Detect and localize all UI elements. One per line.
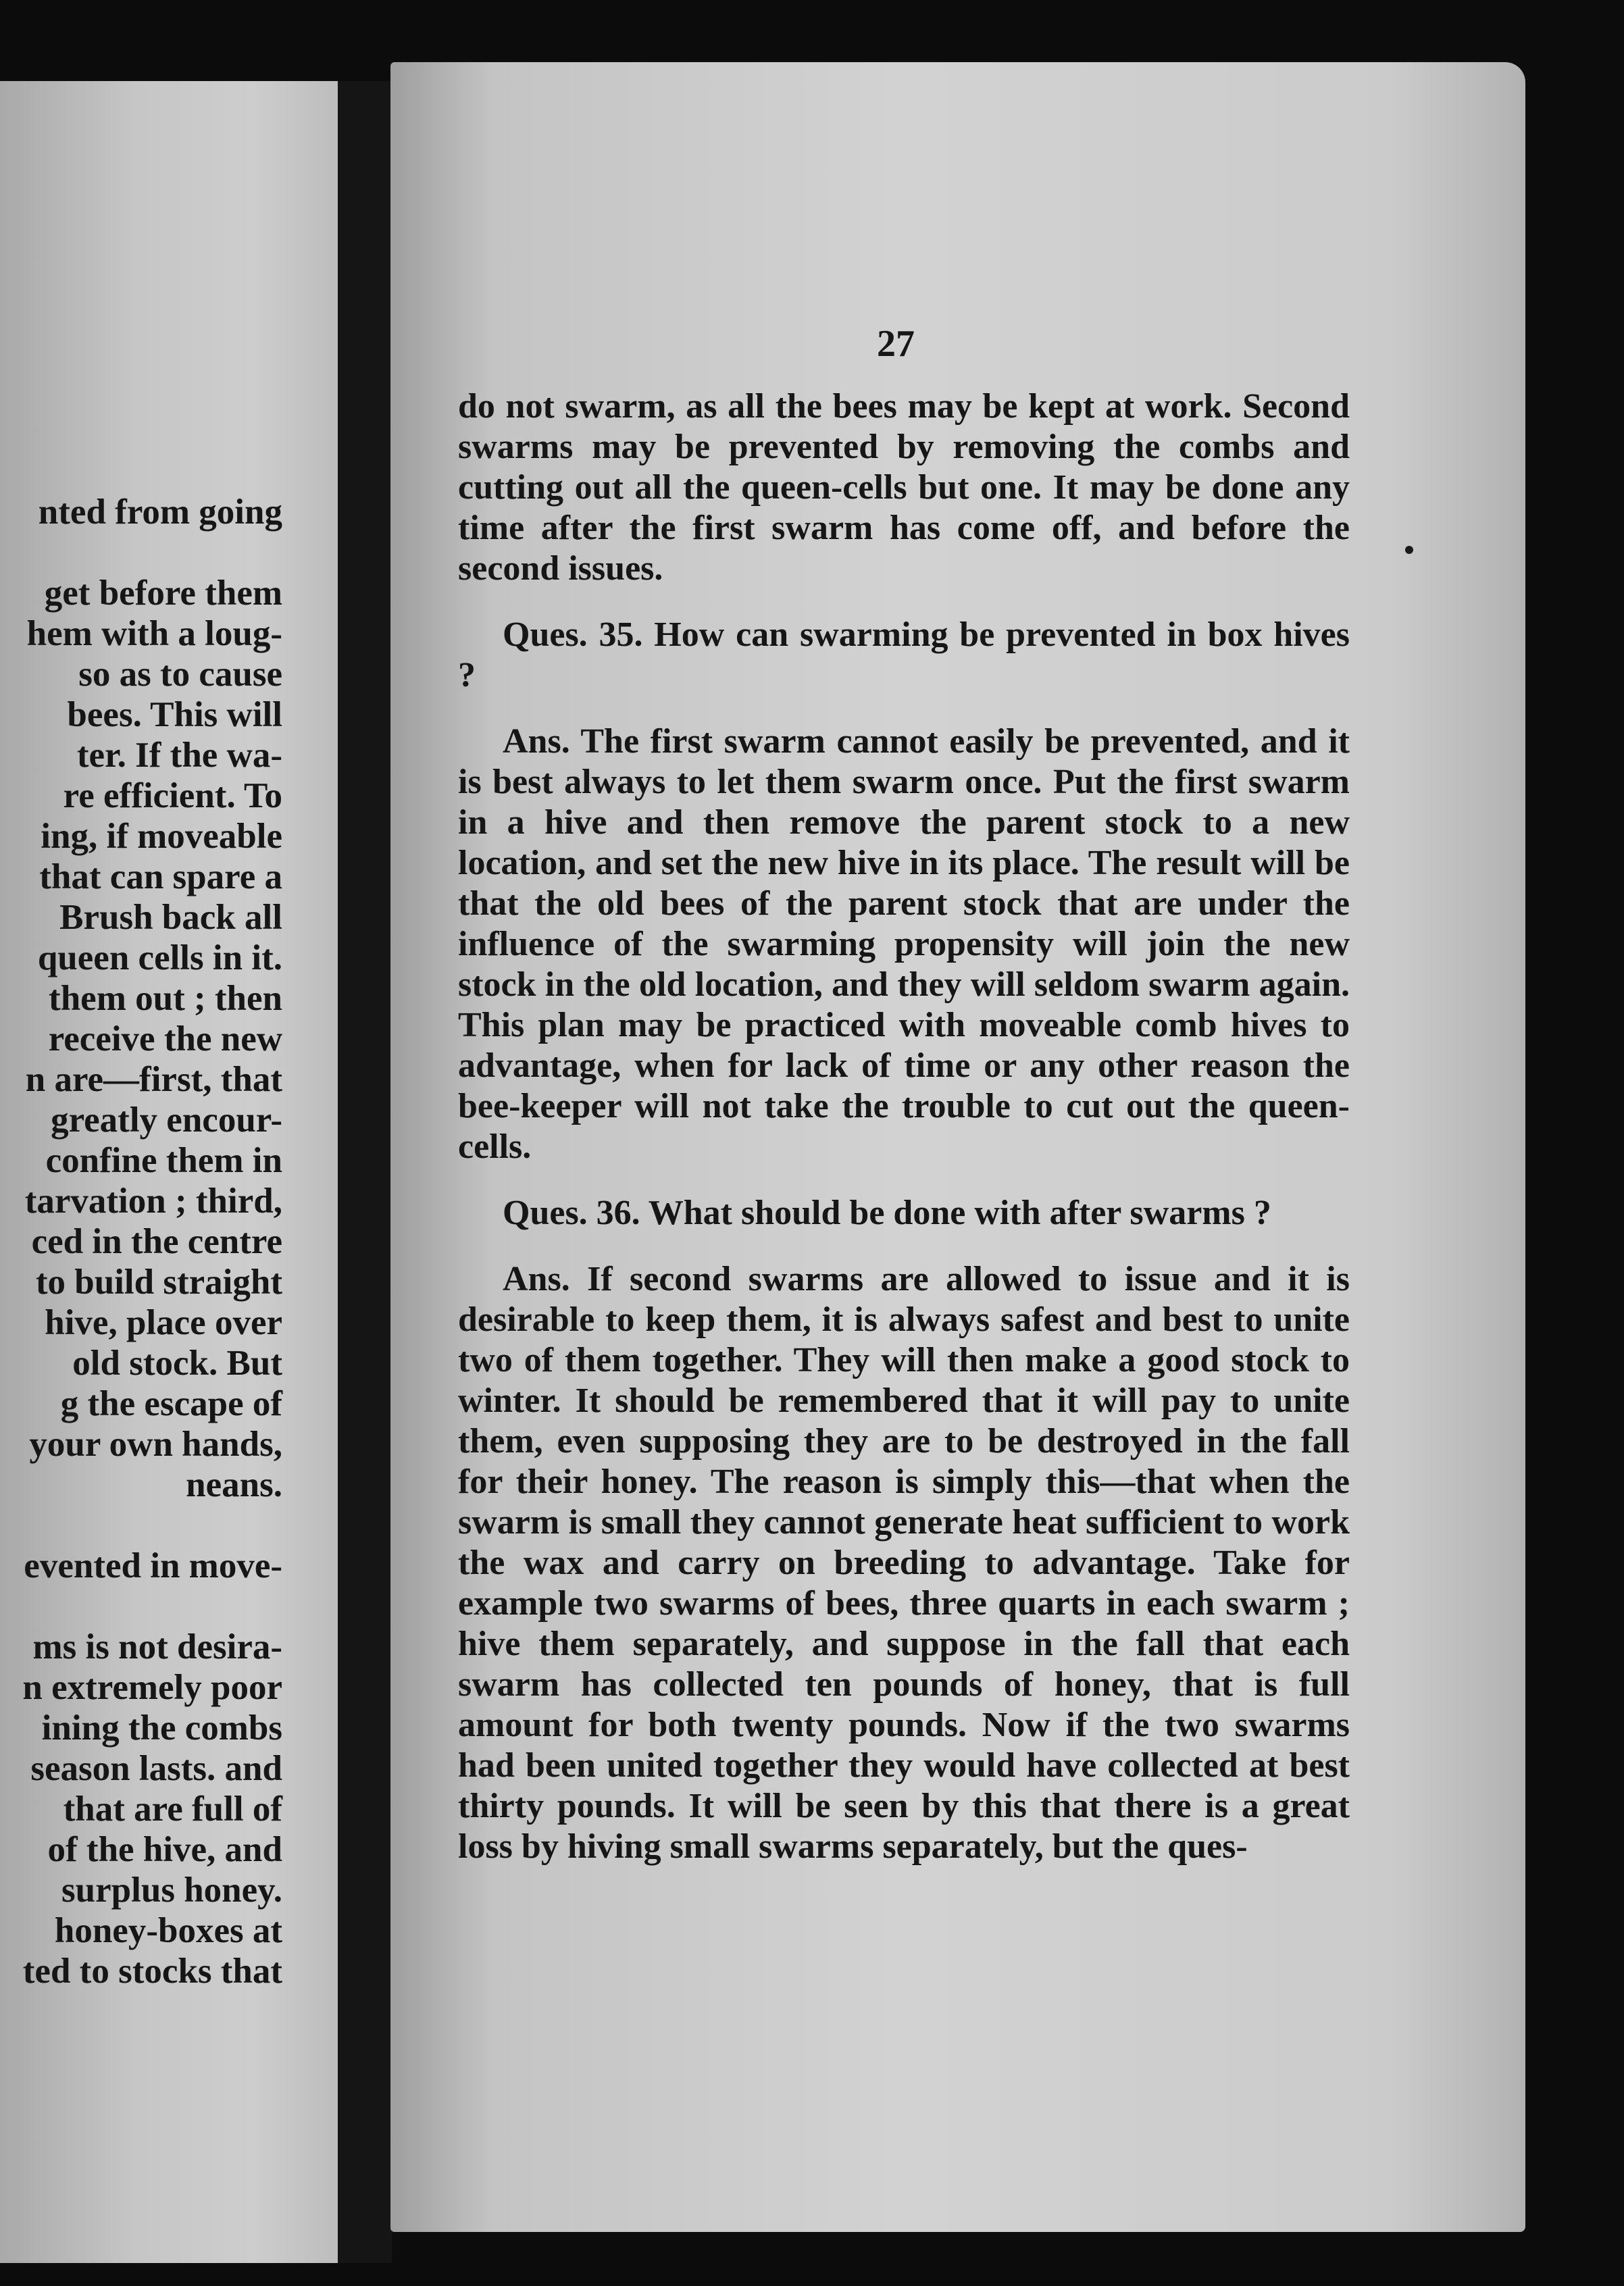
right-page-text: [458, 386, 1350, 1867]
left-page-line: [0, 1505, 282, 1546]
answer-35: Ans. The first swarm cannot easily be prevented, and it is best always to let them swarm once. Put the first swarm in a hive and then remove the parent stock to a new location, and set the new hive in its place. The result will be that the old bees of the parent stock that are under the influence of the swarming propensity will join the new stock in the old location, and they will seldom swarm again. This plan may be practiced with moveable comb hives to advantage, when for lack of time or any other reason the bee-keeper will not take the trouble to cut out the queen-cells.: [458, 722, 1350, 1166]
question-36: Ques. 36. What should be done with after swarms ?: [503, 1194, 1271, 1232]
left-page-line: queen cells in it.: [37, 938, 282, 977]
left-page-line: your own hands,: [29, 1425, 282, 1464]
left-page-line: n are—first, that: [25, 1060, 282, 1099]
left-page-line: them out ; then: [49, 979, 282, 1018]
left-page-line: confine them in: [45, 1141, 282, 1180]
left-page-line: that are full of: [63, 1789, 282, 1829]
left-page-line: n extremely poor: [22, 1668, 282, 1707]
left-page-line: hem with a loug-: [26, 614, 282, 653]
left-page-line: old stock. But: [72, 1344, 282, 1383]
left-page: [0, 81, 338, 2263]
left-page-line: greatly encour-: [51, 1100, 282, 1140]
left-page-line: bees. This will: [67, 695, 282, 734]
left-page-line: honey-boxes at: [54, 1911, 282, 1950]
question-35: Ques. 35. How can swarming be prevented in box hives ?: [458, 615, 1350, 694]
left-page-line: ted to stocks that: [22, 1952, 282, 1991]
left-page-line: surplus honey.: [61, 1871, 282, 1910]
left-page-line: re efficient. To: [63, 776, 282, 815]
left-page-line: so as to cause: [78, 655, 282, 694]
left-page-line: to build straight: [35, 1263, 282, 1302]
left-page-line: evented in move-: [24, 1546, 282, 1585]
paragraph-continuation: do not swarm, as all the bees may be kept at work. Second swarms may be prevented by removing the combs and cutting out all the queen-cells but one. It may be done any time after the first swarm has come off, and before the second issues.: [458, 387, 1350, 588]
answer-36: Ans. If second swarms are allowed to issue and it is desirable to keep them, it is always safest and best to unite two of them together. They will then make a good stock to winter. It should be remembered that it will pay to unite them, even supposing they are to be destroyed in the fall for their honey. The reason is simply this—that when the swarm is small they cannot generate heat sufficient to work the wax and carry on breeding to advantage. Take for example two swarms of bees, three quarts in each swarm ; hive them separately, and suppose in the fall that each swarm has collected ten pounds of honey, that is full amount for both twenty pounds. Now if the two swarms had been united together they would have collected at best thirty pounds. It will be seen by this that there is a great loss by hiving small swarms separately, but the ques-: [458, 1260, 1350, 1866]
left-page-line: season lasts. and: [30, 1749, 282, 1788]
left-page-line: ing, if moveable: [41, 817, 282, 856]
left-page-line: neans.: [186, 1465, 282, 1504]
book-gutter: [338, 81, 392, 2263]
left-page-line: Brush back all: [59, 898, 282, 937]
left-page-line: ced in the centre: [31, 1222, 282, 1261]
left-page-line: ining the combs: [41, 1708, 282, 1748]
left-page-line: [0, 1586, 282, 1627]
left-page-line: receive the new: [48, 1019, 282, 1059]
left-page-line: [0, 532, 282, 573]
left-page-line: hive, place over: [45, 1303, 282, 1342]
left-page-line: g the escape of: [60, 1384, 282, 1423]
left-page-line: that can spare a: [39, 857, 282, 896]
right-page: [390, 62, 1525, 2232]
ink-speck: [1405, 546, 1413, 554]
left-page-line: of the hive, and: [47, 1830, 282, 1869]
left-page-line: ms is not desira-: [32, 1627, 282, 1667]
left-page-line: ter. If the wa-: [76, 736, 282, 775]
left-page-line: nted from going: [38, 492, 282, 532]
left-page-line: get before them: [44, 574, 282, 613]
page-number: 27: [877, 323, 915, 365]
left-page-text: [0, 492, 282, 1991]
left-page-line: tarvation ; third,: [24, 1182, 282, 1221]
